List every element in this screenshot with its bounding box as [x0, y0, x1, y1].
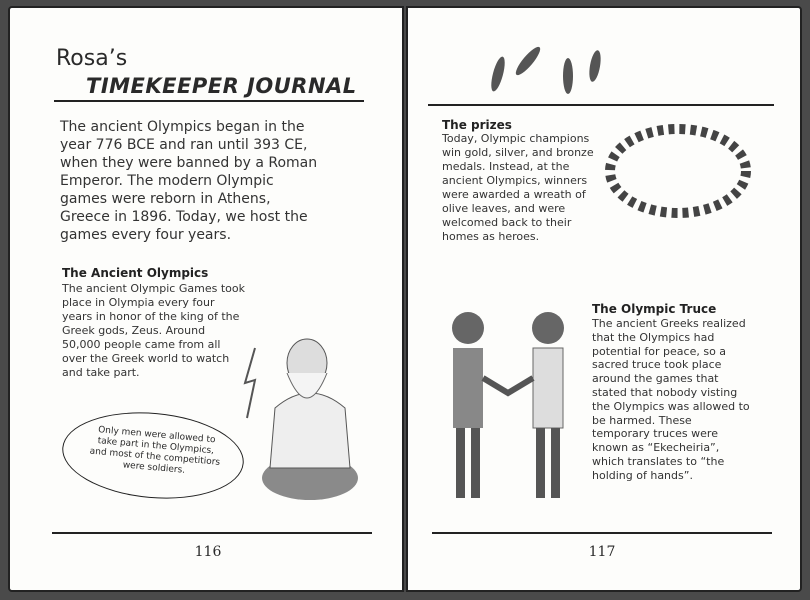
speech-bubble-text: Only men were allowed to take part in the Olympics, and most of the competitiors were soldiers.: [89, 425, 221, 476]
truce-text: The ancient Greeks realized that the Olympics had potential for peace, so a sacred truce took place around the games that stated that nobody visting the Olympics was allowed to be harmed. These temporary truces were known as “Ekecheiria”, which translates to “the holding of hands”.: [592, 317, 750, 482]
footer-rule: [52, 532, 372, 534]
truce-title: The Olympic Truce: [592, 302, 717, 316]
section-title: The Ancient Olympics: [62, 266, 209, 280]
header-rule: [54, 100, 364, 102]
page-number: 116: [194, 544, 222, 560]
page-number: 117: [588, 544, 616, 560]
journal-owner: Rosa’s: [56, 46, 128, 71]
footer-rule: [432, 532, 772, 534]
intro-text: The ancient Olympics began in the year 776 BCE and ran until 393 CE, when they were banned by a Roman Emperor. The modern Olympic games were reborn in Athens, Greece in 1896. Today, we host the games every four years.: [60, 119, 318, 243]
greek-soldiers-handshake-illustration: [428, 298, 598, 513]
section-text: The ancient Olympic Games took place in Olympia every four years in honor of the king of the Greek gods, Zeus. Around 50,000 people came from all over the Greek world to watch and take part.: [62, 282, 245, 379]
prizes-title: The prizes: [442, 118, 512, 132]
prizes-text: Today, Olympic champions win gold, silver, and bronze medals. Instead, at the ancient Olympics, winners were awarded a wreath of olive leaves, and were welcomed back to their homes as heroes.: [442, 132, 594, 243]
olive-leaves-illustration: [483, 36, 613, 96]
left-page: [8, 6, 404, 592]
zeus-illustration: [235, 328, 365, 508]
header-rule: [428, 104, 774, 106]
right-page: [406, 6, 802, 592]
speech-bubble: [59, 405, 248, 506]
olive-wreath-illustration: [598, 113, 758, 228]
journal-title: TIMEKEEPER JOURNAL: [86, 74, 357, 98]
